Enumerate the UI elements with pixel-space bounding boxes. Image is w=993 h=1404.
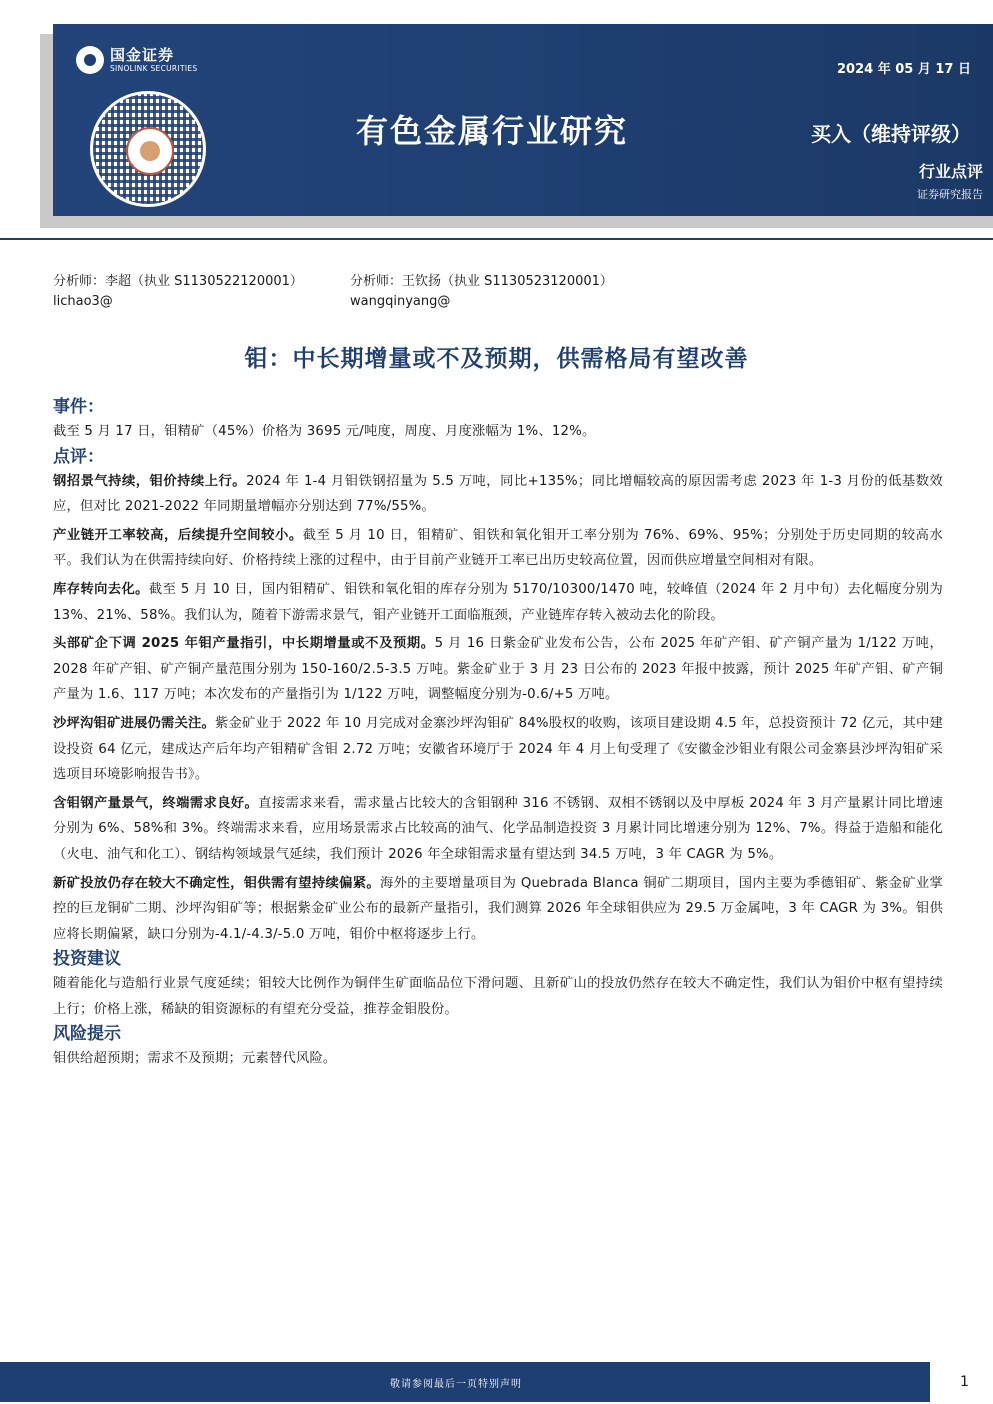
footer-bar bbox=[0, 1362, 930, 1402]
paragraph-text: 海外的主要增量项目为 Quebrada Blanca 铜矿二期项目，国内主要为季德钼矿、紫金矿业掌控的巨龙铜矿二期、沙坪沟钼矿等；根据紫金矿业公布的最新产量指引，我们测算 2026 年全球钼供应为 29.5 万金属吨，3 年 CAGR 为 3%。钼供应将长期偏紧，缺口分别为-4.1/-4.3/-5.0 万吨，钼价中枢将逐步上行。 bbox=[53, 875, 943, 942]
footer-disclaimer: 敬请参阅最后一页特别声明 bbox=[390, 1379, 522, 1390]
comment-paragraph bbox=[53, 791, 943, 868]
paragraph-lead: 新矿投放仍存在较大不确定性，钼供需有望持续偏紧。 bbox=[53, 875, 381, 891]
paragraph-text: 紫金矿业于 2022 年 10 月完成对金寨沙坪沟钼矿 84%股权的收购，该项目建设期 4.5 年，总投资预计 72 亿元，其中建设投资 64 亿元，建成达产后年均产钼精矿含钼 2.72 万吨；安徽省环境厅于 2024 年 4 月上旬受理了《安徽金沙钼业有限公司金寨县沙坪沟钼矿采选项目环境影响报告书》。 bbox=[53, 715, 944, 783]
investment-heading: 投资建议 bbox=[53, 949, 121, 970]
paragraph-lead: 头部矿企下调 2025 年钼产量指引，中长期增量或不及预期。 bbox=[53, 636, 435, 652]
analyst-1-email: lichao3@ bbox=[53, 294, 113, 309]
comment-paragraph bbox=[53, 577, 943, 628]
paragraph-text: 2024 年 1-4 月钼铁钢招量为 5.5 万吨，同比+135%；同比增幅较高的原因需考虑 2023 年 1-3 月份的低基数效应，但对比 2021-2022 年同期量增幅亦分别达到 77%/55%。 bbox=[53, 473, 943, 515]
logo-en-text: SINOLINK SECURITIES bbox=[110, 64, 198, 73]
comment-paragraph bbox=[53, 469, 943, 520]
paragraph-text: 截至 5 月 10 日，钼精矿、钼铁和氧化钼开工率分别为 76%、69%、95%；分别处于历史同期的较高水平。我们认为在供需持续向好、价格持续上涨的过程中，由于目前产业链开工率已出历史较高位置，因而供应增量空间相对有限。 bbox=[53, 527, 943, 569]
comment-paragraph bbox=[53, 871, 943, 948]
paragraph-lead: 钢招景气持续，钼价持续上行。 bbox=[53, 473, 247, 489]
risk-heading: 风险提示 bbox=[53, 1024, 121, 1045]
paragraph-lead: 产业链开工率较高，后续提升空间较小。 bbox=[53, 527, 303, 543]
comment-heading: 点评： bbox=[53, 446, 104, 467]
report-body bbox=[53, 395, 943, 1072]
paragraph-text: 5 月 16 日紫金矿业发布公告，公布 2025 年矿产钼、矿产铜产量为 1/122 万吨，2028 年矿产钼、矿产铜产量范围分别为 150-160/2.5-3.5 万吨。紫金矿业于 3 月 23 日公布的 2023 年报中披露，预计 2025 年矿产钼、矿产铜产量为 1.6、117 万吨；本次发布的产量指引为 1/122 万吨，调整幅度分别为-0.6/+5 万吨。 bbox=[53, 636, 944, 703]
comment-paragraph bbox=[53, 631, 943, 708]
paragraph-lead: 含钼钢产量景气，终端需求良好。 bbox=[53, 795, 259, 811]
analyst-1-name: 分析师：李超（执业 S1130522120001） bbox=[53, 274, 303, 289]
investment-text: 随着能化与造船行业景气度延续；钼较大比例作为铜伴生矿面临品位下滑问题、且新矿山的投放仍然存在较大不确定性，我们认为钼价中枢有望持续上行；价格上涨，稀缺的钼资源标的有望充分受益，推荐金钼股份。 bbox=[53, 976, 943, 1017]
report-title: 钼：中长期增量或不及预期，供需格局有望改善 bbox=[244, 346, 749, 372]
paragraph-lead: 沙坪沟钼矿进展仍需关注。 bbox=[53, 715, 215, 731]
company-logo bbox=[76, 44, 197, 76]
report-type: 行业点评 bbox=[918, 162, 983, 181]
event-heading: 事件： bbox=[53, 397, 104, 417]
analyst-1 bbox=[53, 272, 303, 312]
risk-text: 钼供给超预期；需求不及预期；元素替代风险。 bbox=[53, 1051, 337, 1067]
logo-icon bbox=[76, 46, 104, 74]
page-number: 1 bbox=[960, 1374, 969, 1390]
report-header bbox=[53, 24, 993, 216]
report-date: 2024 年 05 月 17 日 bbox=[837, 62, 971, 77]
qr-center-logo bbox=[126, 127, 174, 175]
industry-title: 有色金属行业研究 bbox=[356, 112, 629, 150]
comment-paragraph bbox=[53, 523, 943, 574]
paragraph-text: 截至 5 月 10 日，国内钼精矿、钼铁和氧化钼的库存分别为 5170/10300/1470 吨，较峰值（2024 年 2 月中旬）去化幅度分别为 13%、21%、58%。我们认为，随着下游需求景气，钼产业链开工面临瓶颈，产业链库存转入被动去化的阶段。 bbox=[53, 581, 943, 623]
analyst-2-email: wangqinyang@ bbox=[350, 294, 451, 309]
analyst-2-name: 分析师：王钦扬（执业 S1130523120001） bbox=[350, 274, 613, 289]
event-text: 截至 5 月 17 日，钼精矿（45%）价格为 3695 元/吨度，周度、月度涨幅为 1%、12%。 bbox=[53, 424, 596, 439]
header-divider bbox=[0, 238, 993, 240]
qr-code-icon bbox=[93, 94, 203, 204]
comment-paragraph bbox=[53, 711, 943, 788]
report-subtype: 证券研究报告 bbox=[917, 188, 983, 201]
analyst-2 bbox=[350, 272, 613, 312]
paragraph-text: 直接需求来看，需求量占比较大的含钼钢种 316 不锈钢、双相不锈钢以及中厚板 2024 年 3 月产量累计同比增速分别为 6%、58%和 3%。终端需求来看，应用场景需求占比较高的油气、化学品制造投资 3 月累计同比增速分别为 12%、7%。得益于造船和能化（火电、油气和化工）、钢结构领域景气延续，我们预计 2026 年全球钼需求量有望达到 34.5 万吨，3 年 CAGR 为 5%。 bbox=[53, 795, 943, 862]
rating: 买入（维持评级） bbox=[811, 122, 971, 146]
logo-cn-text: 国金证券 bbox=[110, 46, 175, 64]
paragraph-lead: 库存转向去化。 bbox=[53, 581, 149, 597]
